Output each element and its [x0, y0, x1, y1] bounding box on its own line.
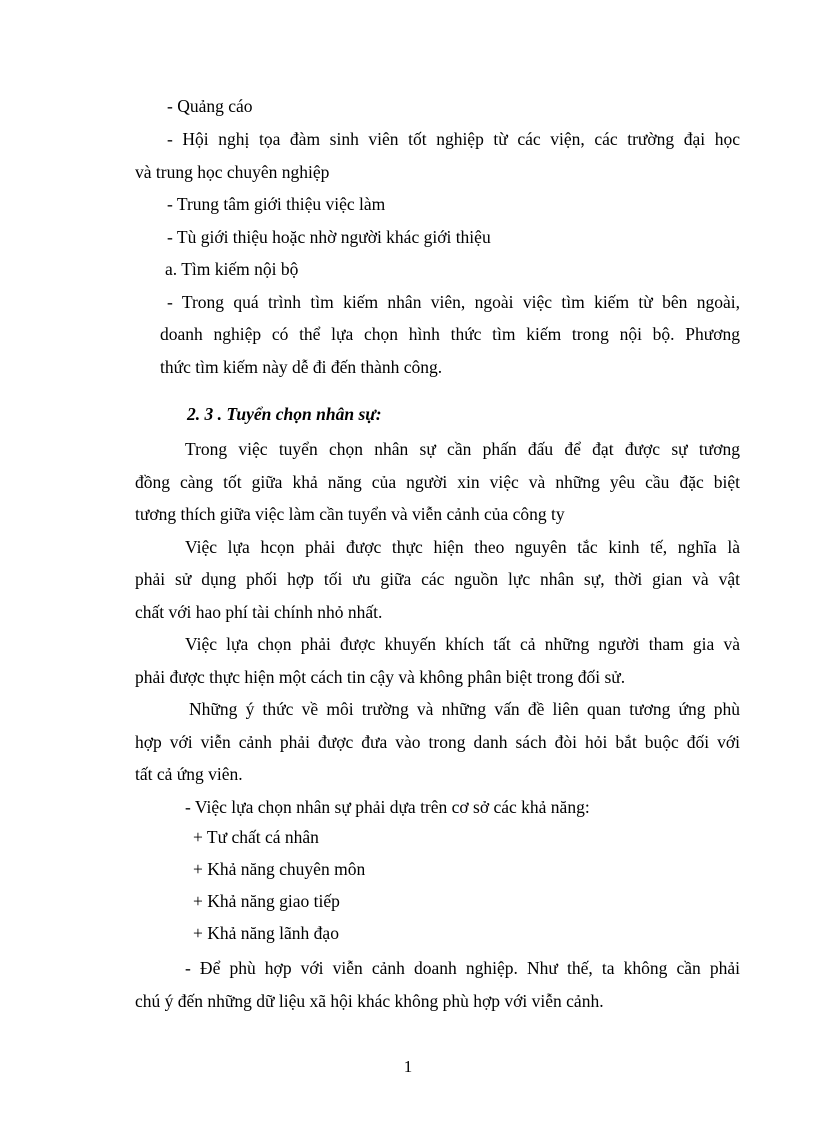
bullet-advertising: - Quảng cáo [167, 96, 253, 116]
ability-item: + Khả năng lãnh đạo [193, 923, 339, 943]
internal-search-text: - Trong quá trình tìm kiếm nhân viên, ngoài việc tìm kiếm từ bên ngoài, [167, 292, 740, 312]
paragraph-line: Việc lựa hcọn phải được thực hiện theo nguyên tắc kinh tế, nghĩa là [185, 537, 740, 557]
bullet-graduate-conference: - Hội nghị tọa đàm sinh viên tốt nghiệp từ các viện, các trường đại học [167, 129, 740, 149]
paragraph-line: tất cả ứng viên. [135, 764, 243, 784]
paragraph-line: - Để phù hợp với viễn cảnh doanh nghiệp. Như thế, ta không cần phải [185, 958, 740, 978]
bullet-job-center: - Trung tâm giới thiệu việc làm [167, 194, 386, 214]
paragraph-line: hợp với viễn cảnh phải được đưa vào trong danh sách đòi hỏi bắt buộc đối với [135, 732, 740, 752]
paragraph-line: Trong việc tuyển chọn nhân sự cần phấn đấu để đạt được sự tương [185, 439, 740, 459]
abilities-intro: - Việc lựa chọn nhân sự phải dựa trên cơ sở các khả năng: [185, 797, 590, 817]
paragraph-line: tương thích giữa việc làm cần tuyển và viễn cảnh của công ty [135, 504, 565, 524]
section-heading: 2. 3 . Tuyển chọn nhân sự: [187, 404, 382, 424]
subheading-internal-search: a. Tìm kiếm nội bộ [165, 259, 299, 279]
paragraph-line: chú ý đến những dữ liệu xã hội khác không phù hợp với viễn cảnh. [135, 991, 604, 1011]
page-number: 1 [403, 1057, 413, 1076]
internal-search-text: thức tìm kiếm này dễ đi đến thành công. [160, 357, 443, 377]
internal-search-text: doanh nghiệp có thể lựa chọn hình thức tìm kiếm trong nội bộ. Phương [160, 324, 740, 344]
bullet-graduate-conference-cont: và trung học chuyên nghiệp [135, 162, 330, 182]
paragraph-line: đồng càng tốt giữa khả năng của người xin việc và những yêu cầu đặc biệt [135, 472, 740, 492]
bullet-referral: - Tù giới thiệu hoặc nhờ người khác giới thiệu [167, 227, 491, 247]
ability-item: + Tư chất cá nhân [193, 827, 319, 847]
ability-item: + Khả năng giao tiếp [193, 891, 340, 911]
paragraph-line: Việc lựa chọn phải được khuyến khích tất cả những người tham gia và [185, 634, 740, 654]
paragraph-line: phải sử dụng phối hợp tối ưu giữa các nguồn lực nhân sự, thời gian và vật [135, 569, 740, 589]
paragraph-line: phải được thực hiện một cách tin cậy và không phân biệt trong đối sử. [135, 667, 626, 687]
paragraph-line: Những ý thức về môi trường và những vấn đề liên quan tương ứng phù [189, 699, 740, 719]
ability-item: + Khả năng chuyên môn [193, 859, 366, 879]
paragraph-line: chất với hao phí tài chính nhỏ nhất. [135, 602, 383, 622]
